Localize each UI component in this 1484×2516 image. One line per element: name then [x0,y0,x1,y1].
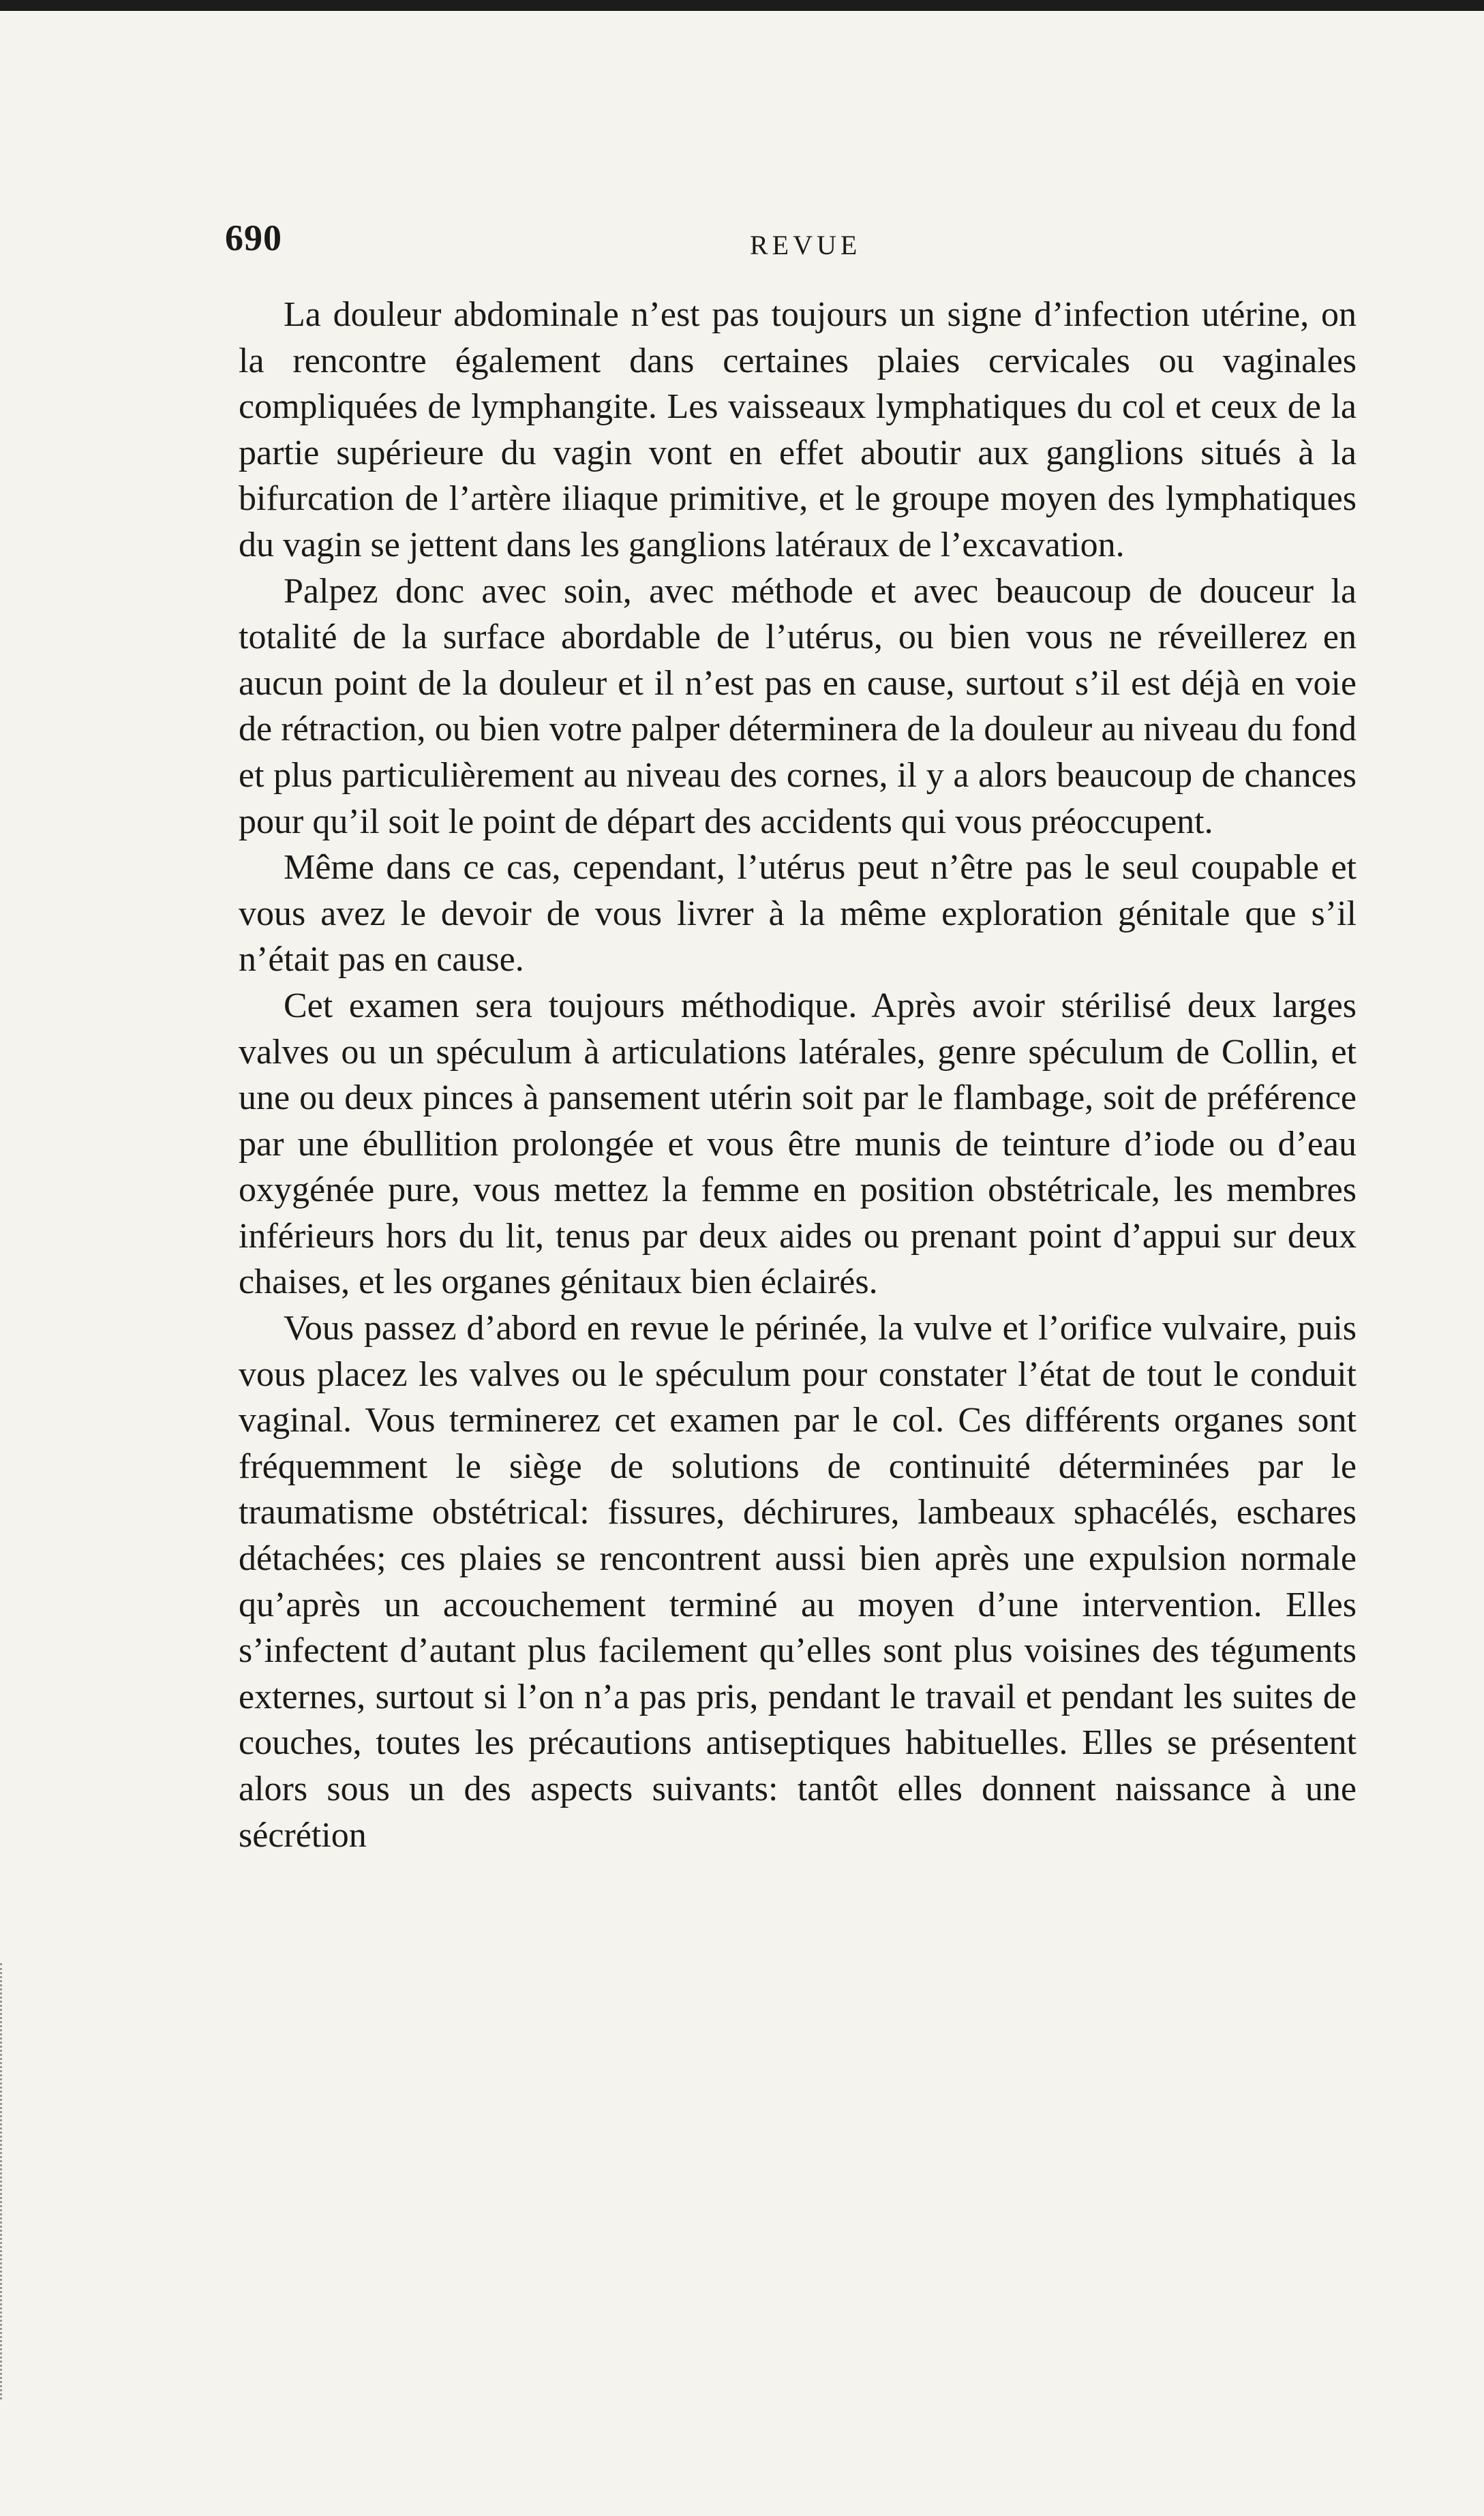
page-top-border [0,0,1484,11]
running-head: REVUE [750,230,862,260]
paragraph: Palpez donc avec soin, avec méthode et avec beaucoup de douceur la totalité de la surface abordable de l’utérus, ou bien vous ne réveillerez en aucun point de la douleur et il n’est pas en cause, surtout s’il est déjà en voie de rétraction, ou bien votre palper déterminera de la douleur au niveau du fond et plus particulièrement au niveau des cornes, il y a alors beaucoup de chances pour qu’il soit le point de départ des accidents qui vous préoccupent. [239,571,1357,841]
paragraph: Vous passez d’abord en revue le périnée, la vulve et l’orifice vulvaire, puis vous placez les valves ou le spéculum pour constater l’état de tout le conduit vaginal. Vous terminerez cet examen par le col. Ces différents organes sont fréquemment le siège de solutions de continuité déterminées par le traumatisme obstétrical: fissures, déchirures, lambeaux sphacélés, eschares détachées; ces plaies se rencontrent aussi bien après une expulsion normale qu’après un accouchement terminé au moyen d’une intervention. Elles s’infectent d’autant plus facilement qu’elles sont plus voisines des téguments externes, surtout si l’on n’a pas pris, pendant le travail et pendant les suites de couches, toutes les précautions antiseptiques habituelles. Elles se présentent alors sous un des aspects suivants: tantôt elles donnent naissance à une sécrétion [239,1309,1357,1855]
paragraph: La douleur abdominale n’est pas toujours un signe d’infection utérine, on la rencontre également dans certaines plaies cervicales ou vaginales compliquées de lymphangite. Les vaisseaux lymphatiques du col et ceux de la partie supérieure du vagin vont en effet aboutir aux ganglions situés à la bifurcation de l’artère iliaque primitive, et le groupe moyen des lymphatiques du vagin se jettent dans les ganglions latéraux de l’excavation. [239,295,1357,564]
body-text [239,292,1357,1858]
page-number: 690 [225,217,282,258]
margin-scan-marks [0,1963,18,2399]
paragraph: Même dans ce cas, cependant, l’utérus peut n’être pas le seul coupable et vous avez le devoir de vous livrer à la même exploration génitale que s’il n’était pas en cause. [239,848,1357,980]
page-header [225,217,1357,271]
paragraph: Cet examen sera toujours méthodique. Après avoir stérilisé deux larges valves ou un spéculum à articulations latérales, genre spéculum de Collin, et une ou deux pinces à pansement utérin soit par le flambage, soit de préférence par une ébullition prolongée et vous être munis de teinture d’iode ou d’eau oxygénée pure, vous mettez la femme en position obstétricale, les membres inférieurs hors du lit, tenus par deux aides ou prenant point d’appui sur deux chaises, et les organes génitaux bien éclairés. [239,986,1357,1302]
